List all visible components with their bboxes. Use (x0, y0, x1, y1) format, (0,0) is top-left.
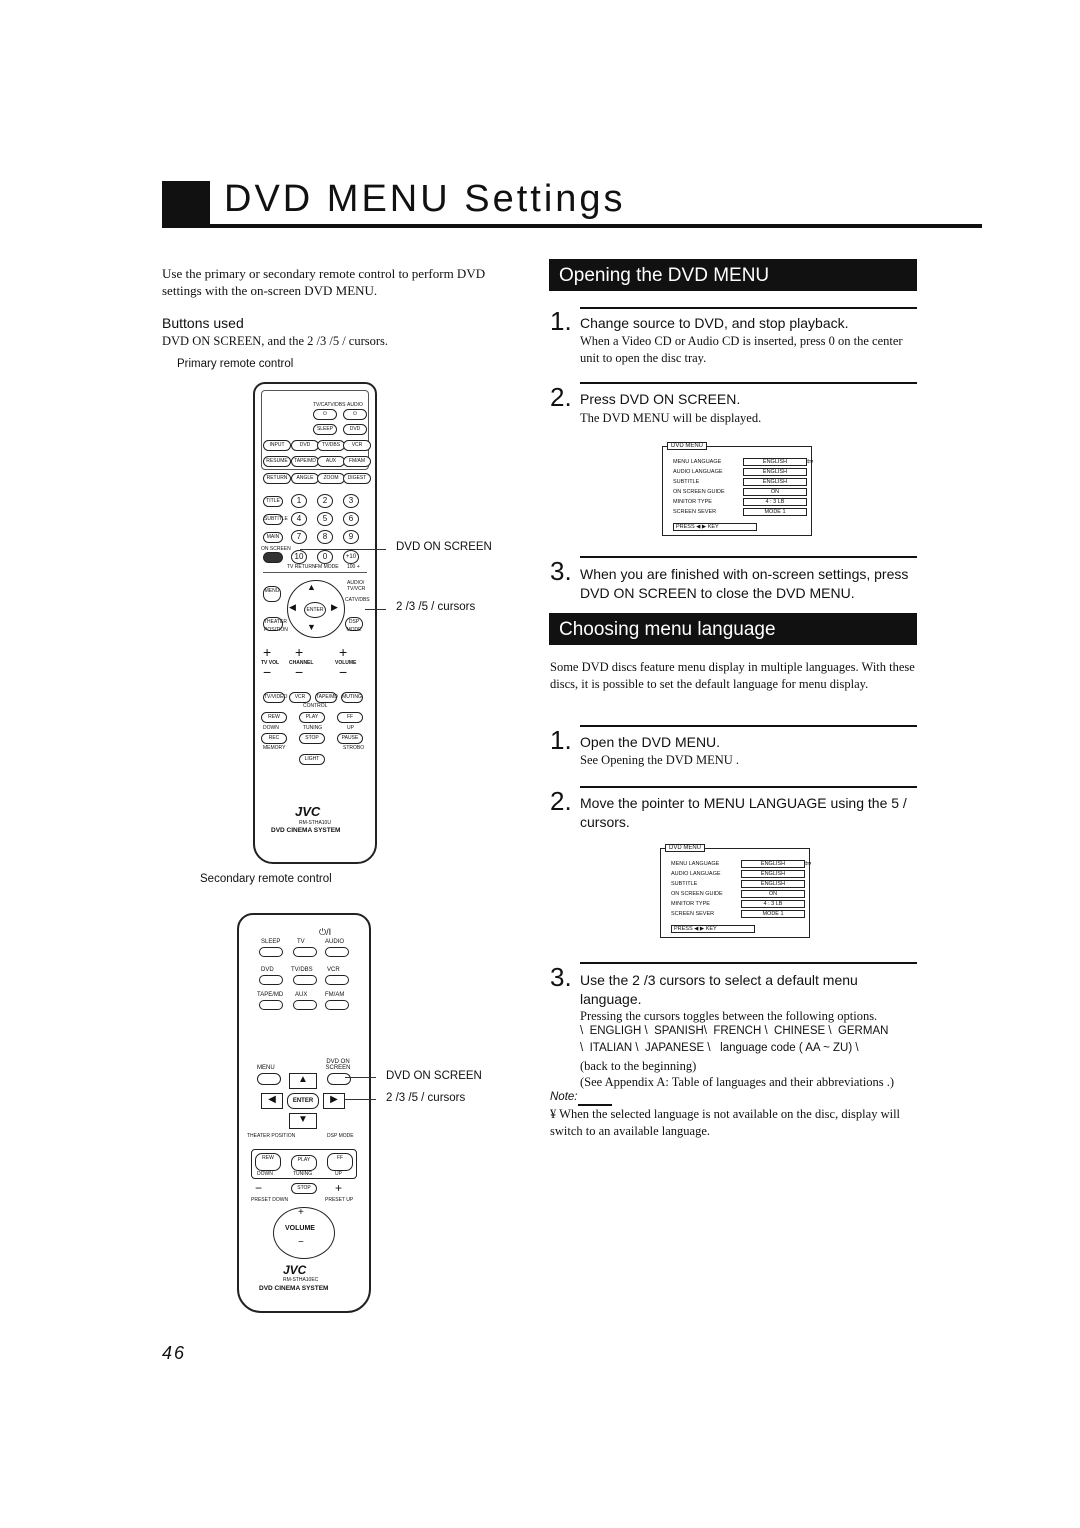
fmam-button[interactable] (325, 1000, 349, 1010)
volume-down-button[interactable]: − (298, 1237, 304, 1248)
step-number: 2. (550, 786, 572, 816)
buttons-used-heading: Buttons used (162, 315, 244, 331)
step-title: Move the pointer to MENU LANGUAGE using the 5 / cursors. (580, 795, 907, 830)
appendix-ref: (See Appendix A: Table of languages and their abbreviations .) (580, 1075, 895, 1089)
options-line-2: \ ITALIAN \ JAPANESE \ language code ( AA ~ ZU) \ (580, 1042, 859, 1054)
intro-text: Use the primary or secondary remote control to perform DVD settings with the on-screen DVD MENU. (162, 266, 486, 298)
osd-label: SUBTITLE (671, 881, 698, 887)
audio-tvvcr-label: AUDIO/ TV/VCR (347, 580, 366, 592)
step-title: Open the DVD MENU. (580, 734, 721, 750)
jvc-logo: JVC (283, 1263, 307, 1277)
cursor-left-button[interactable]: ◀ (289, 602, 296, 612)
note-label: Note: (550, 1091, 578, 1103)
down-label: DOWN (257, 1171, 273, 1177)
up-label: UP (335, 1171, 342, 1177)
osd-label: MINITOR TYPE (673, 499, 712, 505)
channel-minus-button[interactable]: − (295, 664, 304, 680)
memory-label: MEMORY (263, 745, 286, 751)
play-button[interactable]: PLAY (291, 1155, 317, 1171)
osd-label: SCREEN SEVER (673, 509, 717, 515)
step-number: 1. (550, 306, 572, 336)
preset-up-label: PRESET UP (325, 1197, 354, 1203)
theater-position-button[interactable]: THEATER POSITION (264, 619, 288, 633)
dvd-label: DVD (261, 967, 274, 973)
cursor-down-button[interactable]: ▼ (289, 1113, 317, 1129)
choosing-intro: Some DVD discs feature menu display in multiple languages. With these discs, it is possible to set the default language for menu display. (550, 660, 915, 691)
zoom-button[interactable]: ZOOM (317, 473, 345, 484)
hundred-label: 100 + (347, 564, 360, 570)
volume-dial (273, 1207, 335, 1259)
num-plus10-button[interactable]: +10 (343, 550, 359, 564)
title-button[interactable]: TITLE (263, 496, 283, 507)
tapemd-button[interactable] (259, 1000, 283, 1010)
step-rule (580, 725, 917, 727)
audio-label: AUDIO (325, 939, 345, 945)
step-rule (580, 962, 917, 964)
step-number: 1. (550, 725, 572, 755)
channel-plus-button[interactable]: + (295, 644, 304, 660)
step-title: Use the 2 /3 cursors to select a default menu language. (580, 972, 858, 1007)
dvd-on-screen-button[interactable] (263, 552, 283, 563)
osd-label: ON SCREEN GUIDE (671, 891, 723, 897)
options-line-1: \ ENGLIGH \ SPANISH\ FRENCH \ CHINESE \ GERMAN (580, 1025, 889, 1037)
num-1-button[interactable]: 1 (291, 494, 307, 508)
system-label: DVD CINEMA SYSTEM (259, 1285, 329, 1292)
primary-remote (253, 382, 377, 864)
muting-button[interactable]: MUTING (341, 692, 363, 703)
primary-remote-label: Primary remote control (177, 358, 294, 370)
theater-position-label: THEATER POSITION (247, 1133, 296, 1139)
callout-dvd-on-screen-2: DVD ON SCREEN (386, 1070, 482, 1082)
light-button[interactable]: LIGHT (299, 754, 325, 765)
callout-line-dvd-on-screen-2 (345, 1077, 376, 1078)
step-title: When you are finished with on-screen settings, press DVD ON SCREEN to close the DVD MENU. (580, 566, 909, 601)
osd-label: MENU LANGUAGE (671, 861, 720, 867)
tv-vol-minus-button[interactable]: − (263, 664, 272, 680)
osd-value[interactable]: ENGLISH (741, 860, 805, 868)
callout-dvd-on-screen-1: DVD ON SCREEN (396, 541, 492, 553)
tvdbs-label: TV/DBS (291, 967, 313, 973)
volume-up-button[interactable]: + (298, 1207, 304, 1218)
sleep-button[interactable]: SLEEP (313, 424, 337, 435)
tv-label: TV (297, 939, 305, 945)
tapemd-ctrl-button[interactable]: TAPE/MD (315, 692, 337, 703)
dvd-button[interactable]: DVD (291, 440, 319, 451)
osd-value[interactable]: MODE 1 (743, 508, 807, 516)
power-button[interactable]: ⏻/I (319, 927, 332, 937)
secondary-remote (237, 913, 371, 1313)
aux-button[interactable] (293, 1000, 317, 1010)
menu-label: MENU (257, 1065, 275, 1071)
step-rule (580, 307, 917, 309)
osd-value[interactable]: 4 : 3 LB (743, 498, 807, 506)
osd-label: SCREEN SEVER (671, 911, 715, 917)
rew-button[interactable]: REW (255, 1153, 281, 1171)
step-number: 3. (550, 556, 572, 586)
pause-button[interactable]: PAUSE (337, 733, 363, 744)
choosing-heading: Choosing menu language (549, 613, 917, 645)
preset-down-label: PRESET DOWN (251, 1197, 289, 1203)
jvc-logo: JVC (295, 804, 321, 819)
enter-button[interactable]: ENTER (287, 1093, 319, 1109)
osd-title: DVD MENU (667, 442, 707, 450)
step-title: Change source to DVD, and stop playback. (580, 315, 849, 331)
osd-label: AUDIO LANGUAGE (673, 469, 723, 475)
preset-down-button[interactable]: − (255, 1181, 263, 1195)
osd-footer: PRESS ◀ ▶ KEY (673, 523, 757, 531)
osd-value[interactable]: ON (743, 488, 807, 496)
step-body: See Opening the DVD MENU . (580, 753, 740, 767)
label-tv-catv: TV/CATV/DBS (313, 402, 346, 408)
menu-button[interactable] (257, 1073, 281, 1085)
volume-label: VOLUME (335, 660, 357, 666)
tv-vol-label: TV VOL (261, 660, 280, 666)
osd-value[interactable]: 4 : 3 LB (741, 900, 805, 908)
system-label: DVD CINEMA SYSTEM (271, 827, 341, 834)
osd-value[interactable]: ON (741, 890, 805, 898)
num-2-button[interactable]: 2 (317, 494, 333, 508)
channel-label: CHANNEL (289, 660, 314, 666)
secondary-remote-label: Secondary remote control (200, 873, 332, 885)
enter-button[interactable]: ENTER (304, 602, 326, 618)
osd-footer: PRESS ◀ ▶ KEY (671, 925, 755, 933)
stop-button[interactable]: STOP (299, 733, 325, 744)
cursor-right-button[interactable]: ▶ (323, 1093, 345, 1109)
num-7-button[interactable]: 7 (291, 530, 307, 544)
stop-button[interactable]: STOP (291, 1183, 317, 1194)
catv-label: CATV/DBS (345, 597, 370, 603)
aux-label: AUX (295, 992, 308, 998)
page-title: DVD MENU Settings (224, 178, 626, 220)
vcr-button[interactable]: VCR (343, 440, 371, 451)
remote-divider (263, 572, 367, 573)
fmam-label: FM/AM (325, 992, 345, 998)
ff-button[interactable]: FF (337, 712, 363, 723)
label-audio: AUDIO (347, 402, 363, 408)
osd-value[interactable]: ENGLISH (741, 880, 805, 888)
control-label: CONTROL (303, 703, 328, 709)
osd-value[interactable]: MODE 1 (741, 910, 805, 918)
main-button[interactable]: MAIN (263, 532, 283, 543)
play-button[interactable]: PLAY (299, 712, 325, 723)
title-rule (162, 224, 982, 228)
step-rule (580, 556, 917, 558)
pointer-icon: ⇦ (804, 858, 812, 868)
dsp-mode-label: DSP MODE (327, 1133, 354, 1139)
strobo-label: STROBO (343, 745, 365, 751)
tvdbs-button[interactable] (293, 975, 317, 985)
osd-label: ON SCREEN GUIDE (673, 489, 725, 495)
cursor-up-button[interactable]: ▲ (307, 582, 316, 592)
callout-cursors-1: 2 /3 /5 / cursors (396, 601, 476, 613)
num-4-button[interactable]: 4 (291, 512, 307, 526)
step-body: Pressing the cursors toggles between the following options. (580, 1009, 878, 1023)
dvd-menu-screen-2 (660, 845, 812, 938)
tv-button[interactable] (293, 947, 317, 957)
title-block (162, 181, 210, 224)
model-label: RM-STHA10EC (283, 1277, 319, 1283)
step-number: 2. (550, 382, 572, 412)
rew-button[interactable]: REW (261, 712, 287, 723)
osd-label: AUDIO LANGUAGE (671, 871, 721, 877)
return-button[interactable]: RETURN (263, 473, 291, 484)
num-8-button[interactable]: 8 (317, 530, 333, 544)
rec-button[interactable]: REC (261, 733, 287, 744)
audio-button[interactable] (325, 947, 349, 957)
osd-value[interactable]: ENGLISH (741, 870, 805, 878)
tvdbs-button[interactable]: TV/DBS (317, 440, 345, 451)
tuning-label: TUNING (303, 725, 323, 731)
tv-return-label: TV RETURN (287, 564, 316, 570)
fm-mode-label: FM MODE (315, 564, 339, 570)
tvvideo-button[interactable]: TV/VIDEO (263, 692, 285, 703)
tv-vol-plus-button[interactable]: + (263, 644, 272, 660)
callout-line-cursors-1 (365, 609, 386, 610)
tapemd-button[interactable]: TAPE/MD (291, 456, 319, 467)
num-0-button[interactable]: 0 (317, 550, 333, 564)
cursor-left-button[interactable]: ◀ (261, 1093, 283, 1109)
vcr-button[interactable] (325, 975, 349, 985)
menu-button[interactable]: MENU (263, 586, 281, 602)
volume-minus-button[interactable]: − (339, 664, 348, 680)
step-body: When a Video CD or Audio CD is inserted, press 0 on the center unit to open the disc tray. (580, 334, 903, 365)
volume-plus-button[interactable]: + (339, 644, 348, 660)
up-label: UP (347, 725, 354, 731)
dsp-mode-button[interactable]: DSP MODE (346, 619, 362, 633)
angle-button[interactable]: ANGLE (291, 473, 319, 484)
num-5-button[interactable]: 5 (317, 512, 333, 526)
callout-cursors-2: 2 /3 /5 / cursors (386, 1092, 466, 1104)
input-button[interactable]: INPUT (263, 440, 291, 451)
digest-button[interactable]: DIGEST (343, 473, 371, 484)
osd-label: SUBTITLE (673, 479, 700, 485)
down-label: DOWN (263, 725, 279, 731)
sleep-label: SLEEP (261, 939, 281, 945)
volume-label: VOLUME (285, 1225, 315, 1232)
resume-button[interactable]: RESUME (263, 456, 291, 467)
tapemd-label: TAPE/MD (257, 992, 284, 998)
step-number: 3. (550, 962, 572, 992)
dvd-on-screen-button[interactable] (327, 1073, 351, 1085)
num-9-button[interactable]: 9 (343, 530, 359, 544)
cursor-right-button[interactable]: ▶ (331, 602, 338, 612)
osd-label: MENU LANGUAGE (673, 459, 722, 465)
note-text: ¥ When the selected language is not available on the disc, display will switch to an available language. (550, 1107, 901, 1138)
vcr-label: VCR (327, 967, 340, 973)
osd-title: DVD MENU (665, 844, 705, 852)
cursor-up-button[interactable]: ▲ (289, 1073, 317, 1089)
dvd-power-button[interactable]: DVD (343, 424, 367, 435)
model-label: RM-STHA10U (299, 820, 331, 826)
num-6-button[interactable]: 6 (343, 512, 359, 526)
on-screen-label: ON SCREEN (261, 546, 291, 552)
subtitle-button[interactable]: SUBTITLE (263, 514, 283, 525)
ff-button[interactable]: FF (327, 1153, 353, 1171)
callout-line-cursors-2 (345, 1099, 376, 1100)
pointer-icon: ⇦ (806, 456, 814, 466)
tuning-label: TUNING (293, 1171, 313, 1177)
page-number: 46 (162, 1343, 187, 1363)
buttons-used-text: DVD ON SCREEN, and the 2 /3 /5 / cursors. (162, 334, 389, 348)
step-title: Press DVD ON SCREEN. (580, 391, 741, 407)
osd-value[interactable]: ENGLISH (743, 468, 807, 476)
cursor-down-button[interactable]: ▼ (307, 622, 316, 632)
step-body: The DVD MENU will be displayed. (580, 411, 762, 425)
aux-button[interactable]: AUX (317, 456, 345, 467)
step-rule (580, 786, 917, 788)
osd-value[interactable]: ENGLISH (743, 478, 807, 486)
fmam-button[interactable]: FM/AM (343, 456, 371, 467)
num-3-button[interactable]: 3 (343, 494, 359, 508)
osd-label: MINITOR TYPE (671, 901, 710, 907)
vcr-ctrl-button[interactable]: VCR (289, 692, 311, 703)
dvd-menu-screen-1 (662, 443, 814, 536)
step-rule (580, 382, 917, 384)
callout-line-dvd-on-screen-1 (300, 549, 386, 550)
osd-value[interactable]: ENGLISH (743, 458, 807, 466)
sleep-button[interactable] (259, 947, 283, 957)
back-to-beginning: (back to the beginning) (580, 1059, 697, 1073)
dvd-button[interactable] (259, 975, 283, 985)
tv-power-button[interactable]: ⏻ (313, 409, 337, 420)
num-10-button[interactable]: 10 (291, 550, 307, 564)
audio-power-button[interactable]: ⏻ (343, 409, 367, 420)
preset-up-button[interactable]: + (335, 1181, 343, 1195)
opening-heading: Opening the DVD MENU (549, 259, 917, 291)
dvd-on-screen-label: DVD ON SCREEN (325, 1059, 351, 1071)
